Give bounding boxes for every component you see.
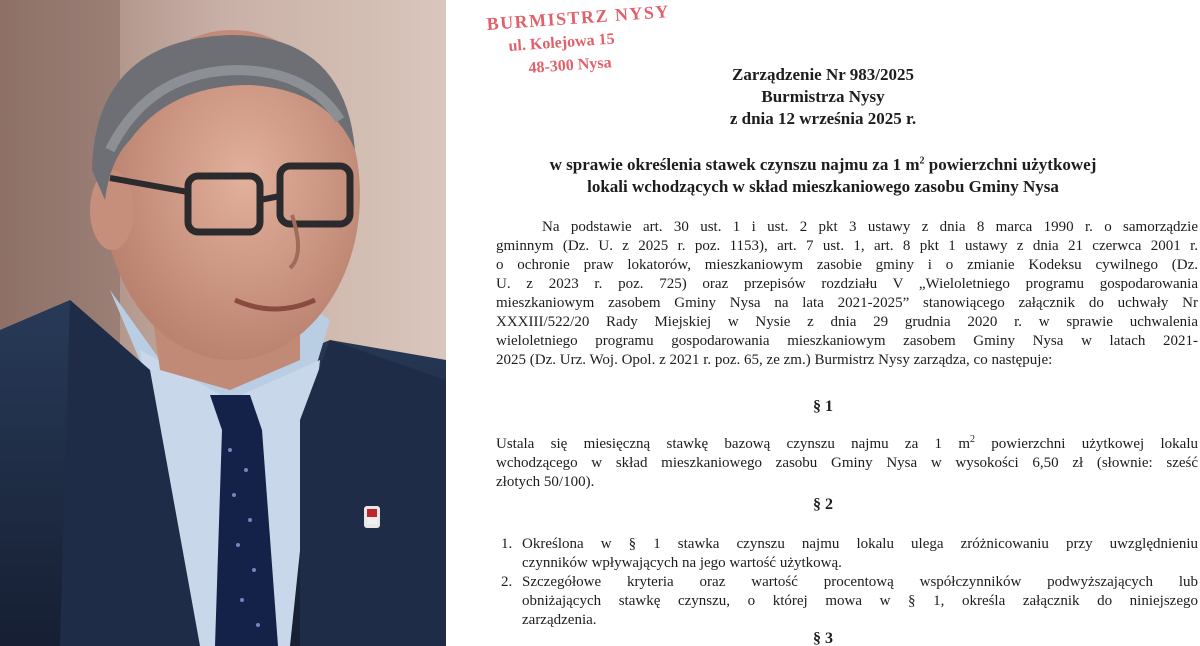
list-number: 2. bbox=[501, 574, 513, 590]
document-subject-line-2: lokali wchodzących w skład mieszkaniowego zasobu Gminy Nysa bbox=[587, 177, 1059, 196]
preamble-line: U. z 2023 r. poz. 725) oraz przepisów rozdziału V „Wieloletniego programu gospodarowania bbox=[496, 276, 1198, 292]
section-2-title: § 2 bbox=[813, 496, 833, 513]
document-date: z dnia 12 września 2025 r. bbox=[729, 109, 917, 128]
subject-text: w sprawie określenia stawek czynszu najmu za 1 m bbox=[549, 155, 920, 174]
section-1-text-end: powierzchni użytkowej lokalu bbox=[975, 436, 1198, 452]
stamp-city: 48-300 Nysa bbox=[528, 54, 613, 77]
section-1-line: wchodzącego w skład mieszkaniowego zasobu Gminy Nysa w wysokości 6,50 zł (słownie: sześć bbox=[496, 455, 1198, 471]
preamble-line: wieloletniego programu gospodarowania mieszkaniowym zasobem Gminy Nysa w latach 2021- bbox=[496, 333, 1198, 349]
document-title: Zarządzenie Nr 983/2025 bbox=[732, 65, 914, 84]
preamble-line: gminnym (Dz. U. z 2025 r. poz. 1153), art. 7 ust. 1, art. 8 pkt 1 ustawy z dnia 21 czerwca 2001 r. bbox=[496, 238, 1198, 254]
document-authority: Burmistrza Nysy bbox=[761, 87, 885, 106]
list-item-line: Szczegółowe kryteria oraz wartość procentową współczynników podwyższających lub bbox=[522, 574, 1198, 590]
list-item-line: obniżających stawkę czynszu, o której mowa w § 1, określa załącznik do niniejszego bbox=[522, 593, 1198, 609]
section-1-title: § 1 bbox=[813, 398, 833, 415]
preamble-line: XXXIII/522/20 Rady Miejskiej w Nysie z dnia 29 grudnia 2020 r. w sprawie uchwalenia bbox=[496, 314, 1198, 330]
section-3-title: § 3 bbox=[813, 630, 833, 646]
subject-text-end: powierzchni użytkowej bbox=[924, 155, 1097, 174]
portrait-illustration bbox=[0, 0, 446, 646]
section-1-superscript: 2 bbox=[970, 434, 975, 445]
stamp-authority: BURMISTRZ NYSY bbox=[486, 1, 671, 34]
document-page bbox=[446, 0, 1200, 646]
list-number: 1. bbox=[501, 536, 513, 552]
subject-superscript: 2 bbox=[919, 155, 925, 167]
preamble-line: mieszkaniowym zasobem Gminy Nysa na lata 2021-2025” stanowiącego załącznik do uchwały Nr bbox=[496, 295, 1198, 311]
document-subject-line-1 bbox=[446, 154, 1200, 176]
section-1-line bbox=[496, 435, 1198, 454]
preamble-line: 2025 (Dz. Urz. Woj. Opol. z 2021 r. poz. 65, ze zm.) Burmistrz Nysy zarządza, co następuje: bbox=[496, 352, 1053, 368]
list-item-line: Określona w § 1 stawka czynszu najmu lokalu ulega zróżnicowaniu przy uwzględnieniu bbox=[522, 536, 1198, 552]
stamp-street: ul. Kolejowa 15 bbox=[508, 30, 616, 55]
list-item-line: zarządzenia. bbox=[522, 612, 597, 628]
list-item-line: czynników wpływających na jego wartość użytkową. bbox=[522, 555, 842, 571]
preamble-line: Na podstawie art. 30 ust. 1 i ust. 2 pkt 3 ustawy z dnia 8 marca 1990 r. o samorządzie bbox=[542, 219, 1198, 235]
preamble-line: o ochronie praw lokatorów, mieszkaniowym zasobie gminy i o zmianie Kodeksu cywilnego (Dz. bbox=[496, 257, 1198, 273]
section-1-text: Ustala się miesięczną stawkę bazową czynszu najmu za 1 m bbox=[496, 436, 970, 452]
section-1-line: złotych 50/100). bbox=[496, 474, 595, 490]
portrait-photo bbox=[0, 0, 446, 646]
